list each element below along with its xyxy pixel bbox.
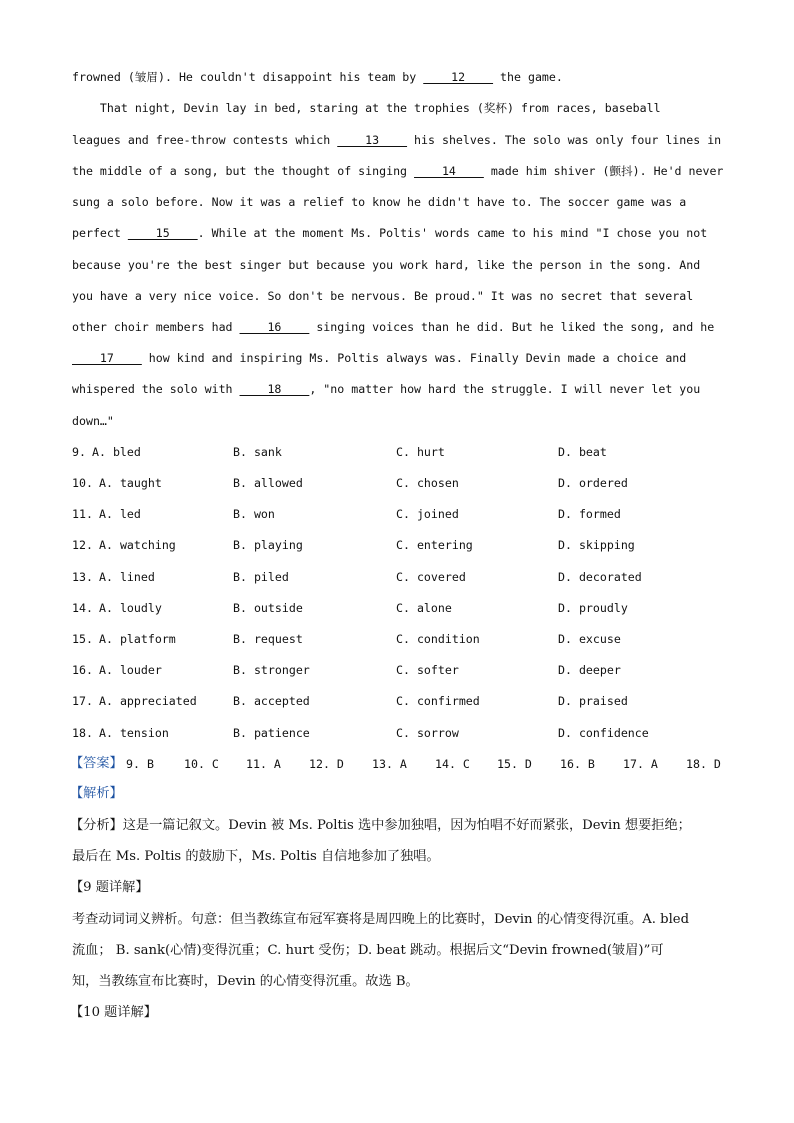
option-b: B. patience: [233, 726, 310, 740]
answer-item: 13. A: [372, 757, 407, 771]
option-row-9: [72, 444, 607, 460]
option-b: B. stronger: [233, 663, 310, 677]
answer-row: [70, 756, 721, 772]
option-row-15: [72, 631, 621, 647]
question-number: 14.: [72, 601, 93, 615]
passage-line: [72, 225, 707, 241]
question-number: 15.: [72, 632, 93, 646]
option-d: D. excuse: [558, 632, 621, 646]
q9-explanation-line: 考查动词词义辨析。句意：但当教练宣布冠军赛将是周四晚上的比赛时，Devin 的心情变得沉重。A. bled: [72, 912, 690, 927]
option-b: B. sank: [233, 445, 282, 459]
passage-text: other choir members had: [72, 320, 240, 334]
option-b: B. outside: [233, 601, 303, 615]
question-number: 9.: [72, 445, 86, 459]
question-number: 10.: [72, 476, 93, 490]
answer-item: 11. A: [246, 757, 281, 771]
answer-item: 17. A: [623, 757, 658, 771]
question-number: 11.: [72, 507, 93, 521]
blank-16: 16: [239, 320, 310, 334]
answer-item: 9. B: [126, 757, 154, 771]
option-d: D. confidence: [558, 726, 649, 740]
option-c: C. covered: [396, 570, 466, 584]
passage-line: [72, 257, 700, 273]
summary-text: 这是一篇记叙文。Devin 被 Ms. Poltis 选中参加独唱，因为怕唱不好而紧张，Devin 想要拒绝；: [122, 818, 691, 833]
option-a: A. tension: [99, 726, 169, 740]
option-b: B. request: [233, 632, 303, 646]
passage-line: [72, 288, 693, 304]
option-a: A. loudly: [99, 601, 162, 615]
question-number: 16.: [72, 663, 93, 677]
option-a: A. platform: [99, 632, 176, 646]
q9-explanation-line: 流血； B. sank(心情)变得沉重；C. hurt 受伤；D. beat 跳动。根据后文“Devin frowned(皱眉)”可: [72, 943, 664, 958]
option-a: A. appreciated: [99, 694, 197, 708]
q10-heading: 【10 题详解】: [70, 1005, 157, 1020]
passage-text: That night, Devin lay in bed, staring at the trophies (奖杯) from races, baseball: [72, 101, 661, 115]
passage-text: perfect: [72, 226, 128, 240]
passage-text: , "no matter how hard the struggle. I will never let you: [309, 382, 701, 396]
question-number: 17.: [72, 694, 93, 708]
option-c: C. sorrow: [396, 726, 459, 740]
option-d: D. deeper: [558, 663, 621, 677]
option-b: B. won: [233, 507, 275, 521]
answer-item: 14. C: [435, 757, 470, 771]
option-d: D. proudly: [558, 601, 628, 615]
passage-text: because you're the best singer but because you work hard, like the person in the song. And: [72, 258, 701, 272]
option-b: B. playing: [233, 538, 303, 552]
passage-text: how kind and inspiring Ms. Poltis always was. Finally Devin made a choice and: [141, 351, 687, 365]
option-d: D. formed: [558, 507, 621, 521]
passage-line: [72, 350, 686, 366]
blank-12: 12: [423, 70, 494, 84]
q9-heading: 【9 题详解】: [70, 880, 149, 895]
option-row-12: [72, 537, 635, 553]
blank-18: 18: [239, 382, 310, 396]
option-c: C. confirmed: [396, 694, 480, 708]
option-c: C. entering: [396, 538, 473, 552]
option-c: C. softer: [396, 663, 459, 677]
analysis-summary-line: [70, 818, 691, 834]
blank-15: 15: [127, 226, 198, 240]
passage-text: sung a solo before. Now it was a relief to know he didn't have to. The soccer game was a: [72, 195, 687, 209]
q9-explanation-line: 知，当教练宣布比赛时，Devin 的心情变得沉重。故选 B。: [72, 974, 419, 989]
blank-13: 13: [337, 133, 408, 147]
option-c: C. alone: [396, 601, 452, 615]
option-row-13: [72, 569, 642, 585]
option-c: C. joined: [396, 507, 459, 521]
passage-text: leagues and free-throw contests which: [72, 133, 338, 147]
option-b: B. accepted: [233, 694, 310, 708]
option-row-10: [72, 475, 628, 491]
answer-item: 16. B: [560, 757, 595, 771]
answer-label: 【答案】: [70, 756, 123, 771]
passage-text: the middle of a song, but the thought of singing: [72, 164, 415, 178]
analysis-summary-line: 最后在 Ms. Poltis 的鼓励下，Ms. Poltis 自信地参加了独唱。: [72, 849, 440, 864]
option-b: B. allowed: [233, 476, 303, 490]
passage-line: [72, 381, 700, 397]
option-row-16: [72, 662, 621, 678]
option-d: D. skipping: [558, 538, 635, 552]
option-row-14: [72, 600, 628, 616]
option-d: D. beat: [558, 445, 607, 459]
summary-label: 【分析】: [70, 818, 123, 833]
answer-item: 10. C: [184, 757, 219, 771]
option-d: D. ordered: [558, 476, 628, 490]
option-a: A. watching: [99, 538, 176, 552]
answer-item: 12. D: [309, 757, 344, 771]
passage-line: [72, 100, 661, 116]
option-a: A. bled: [92, 445, 141, 459]
passage-line: [72, 163, 723, 179]
option-c: C. hurt: [396, 445, 445, 459]
passage-line: [72, 69, 563, 85]
option-c: C. condition: [396, 632, 480, 646]
option-d: D. decorated: [558, 570, 642, 584]
answer-item: 18. D: [686, 757, 721, 771]
passage-line: [72, 194, 686, 210]
passage-text: made him shiver (颤抖). He'd never: [483, 164, 724, 178]
passage-text: you have a very nice voice. So don't be nervous. Be proud." It was no secret that several: [72, 289, 694, 303]
passage-line: [72, 132, 721, 148]
passage-text: . While at the moment Ms. Poltis' words came to his mind "I chose you not: [197, 226, 708, 240]
passage-text: frowned (皱眉). He couldn't disappoint his team by: [72, 70, 424, 84]
option-d: D. praised: [558, 694, 628, 708]
option-a: A. louder: [99, 663, 162, 677]
blank-14: 14: [414, 164, 484, 178]
option-row-18: [72, 725, 649, 741]
option-a: A. taught: [99, 476, 162, 490]
analysis-label: 【解析】: [70, 786, 123, 801]
passage-text: singing voices than he did. But he liked the song, and he: [309, 320, 715, 334]
option-row-17: [72, 693, 628, 709]
question-number: 13.: [72, 570, 93, 584]
passage-text: the game.: [493, 70, 563, 84]
option-a: A. led: [99, 507, 141, 521]
question-number: 18.: [72, 726, 93, 740]
option-a: A. lined: [99, 570, 155, 584]
passage-line: [72, 413, 114, 429]
passage-line: [72, 319, 714, 335]
option-b: B. piled: [233, 570, 289, 584]
question-number: 12.: [72, 538, 93, 552]
passage-text: his shelves. The solo was only four lines in: [407, 133, 722, 147]
option-c: C. chosen: [396, 476, 459, 490]
passage-text: down…": [72, 414, 114, 428]
option-row-11: [72, 506, 621, 522]
passage-text: whispered the solo with: [72, 382, 240, 396]
answer-item: 15. D: [497, 757, 532, 771]
blank-17: 17: [72, 351, 142, 365]
